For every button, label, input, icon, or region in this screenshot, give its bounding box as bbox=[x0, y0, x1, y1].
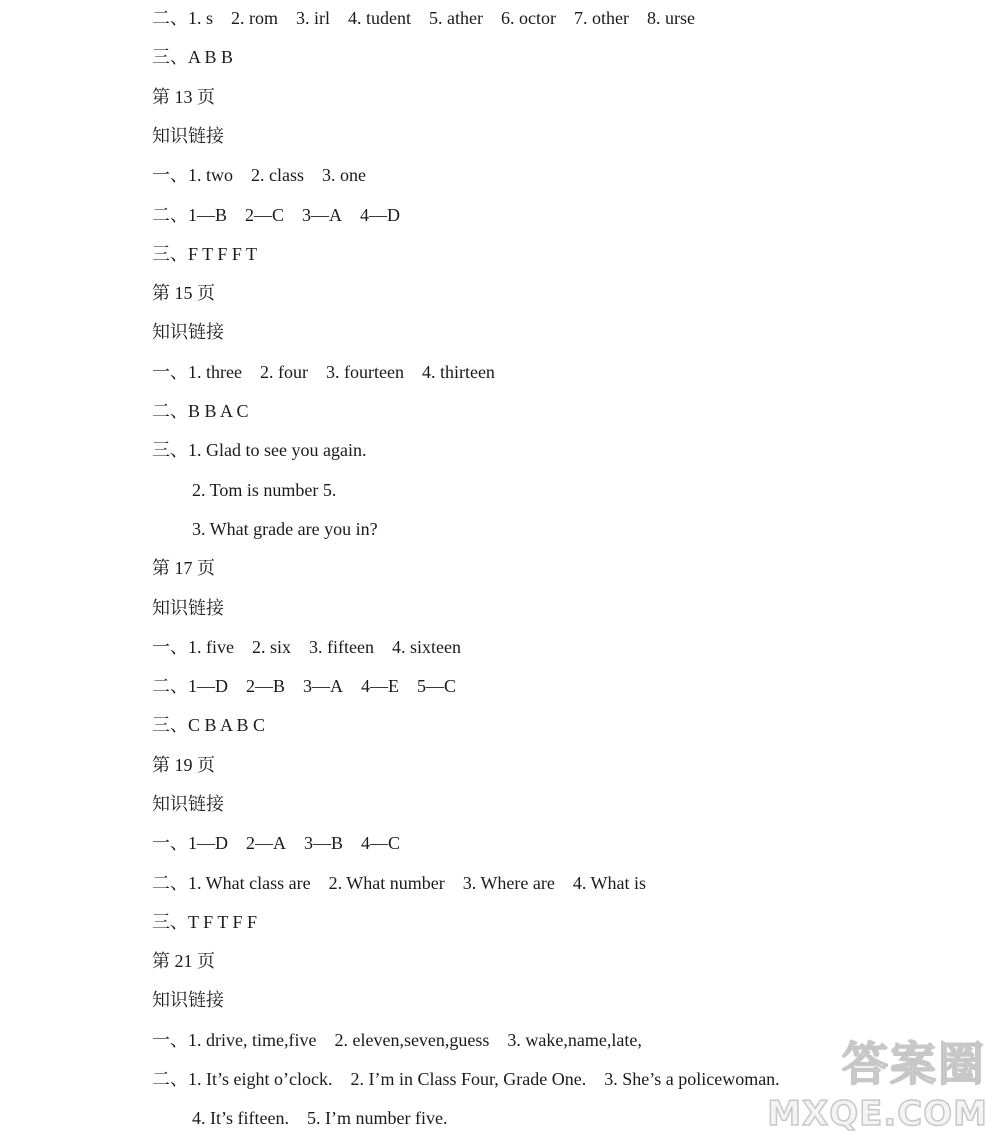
answer-item: 3—A bbox=[303, 676, 344, 696]
answer-item: 3—A bbox=[302, 205, 343, 225]
answer-line bbox=[152, 121, 224, 151]
answer-item: 1. What class are bbox=[188, 873, 311, 893]
answer-item: 第 15 页 bbox=[152, 283, 215, 303]
answer-item: 1—D bbox=[188, 676, 228, 696]
section-number-label: 一、 bbox=[152, 833, 188, 854]
answer-line bbox=[152, 593, 224, 623]
answer-item: 5. I’m number five. bbox=[306, 1108, 448, 1128]
answer-item: 第 21 页 bbox=[152, 951, 215, 971]
answer-item: 1. Glad to see you again. bbox=[188, 440, 367, 460]
answer-line bbox=[152, 239, 257, 269]
answer-line bbox=[152, 357, 495, 387]
answer-line bbox=[152, 710, 265, 740]
answer-line bbox=[152, 435, 366, 465]
answer-item: 2. What number bbox=[328, 873, 445, 893]
answer-line bbox=[152, 1025, 642, 1055]
answer-item: 2. rom bbox=[231, 8, 279, 28]
answer-item: 2. I’m in Class Four, Grade One. bbox=[350, 1069, 587, 1089]
section-number-label: 三、 bbox=[152, 440, 188, 461]
answer-line bbox=[152, 82, 215, 112]
section-number-label: 三、 bbox=[152, 912, 188, 933]
answer-item: 3—B bbox=[304, 833, 344, 853]
section-number-label: 一、 bbox=[152, 362, 188, 383]
answer-line bbox=[152, 671, 456, 701]
answer-item: 2. Tom is number 5. bbox=[192, 480, 337, 500]
answer-item: 2—C bbox=[245, 205, 285, 225]
section-number-label: 二、 bbox=[152, 205, 188, 226]
answer-item: C B A B C bbox=[188, 715, 266, 735]
answer-line bbox=[152, 632, 461, 662]
answer-item: 3. She’s a policewoman. bbox=[604, 1069, 780, 1089]
answer-item: 8. urse bbox=[646, 8, 695, 28]
answer-line bbox=[152, 946, 215, 976]
answer-line bbox=[152, 789, 224, 819]
answer-line bbox=[192, 514, 378, 544]
answer-item: 第 19 页 bbox=[152, 755, 215, 775]
answer-item: 1—B bbox=[188, 205, 228, 225]
answer-item: 知识链接 bbox=[152, 126, 224, 146]
answer-line bbox=[192, 1103, 447, 1133]
answer-item: 3. wake,name,late, bbox=[507, 1030, 642, 1050]
answer-item: 知识链接 bbox=[152, 598, 224, 618]
section-number-label: 二、 bbox=[152, 401, 188, 422]
answer-item: 1. two bbox=[188, 165, 233, 185]
section-number-label: 二、 bbox=[152, 1069, 188, 1090]
answer-item: 1. drive, time,five bbox=[188, 1030, 317, 1050]
answer-item: 4. tudent bbox=[348, 8, 412, 28]
answer-item: 第 13 页 bbox=[152, 87, 215, 107]
site-watermark bbox=[767, 1037, 994, 1134]
answer-item: T F T F F bbox=[188, 912, 258, 932]
answer-item: 第 17 页 bbox=[152, 558, 215, 578]
answer-item: 知识链接 bbox=[152, 794, 224, 814]
answer-item: 4. It’s fifteen. bbox=[192, 1108, 289, 1128]
answer-line bbox=[152, 160, 366, 190]
section-number-label: 一、 bbox=[152, 637, 188, 658]
answer-item: 1—D bbox=[188, 833, 228, 853]
answer-line bbox=[152, 553, 215, 583]
answer-item: 7. other bbox=[573, 8, 629, 28]
answer-item: 3. irl bbox=[296, 8, 331, 28]
answer-item: 知识链接 bbox=[152, 990, 224, 1010]
answer-line bbox=[152, 200, 400, 230]
answer-item: 4. thirteen bbox=[421, 362, 495, 382]
answer-line bbox=[152, 985, 224, 1015]
watermark-logo-text: 答案圈 bbox=[842, 1037, 986, 1091]
section-number-label: 二、 bbox=[152, 873, 188, 894]
answer-line bbox=[152, 42, 233, 72]
answer-item: 4—C bbox=[361, 833, 401, 853]
answer-item: 1. s bbox=[188, 8, 214, 28]
answer-item: 4. What is bbox=[572, 873, 647, 893]
answer-line bbox=[152, 868, 646, 898]
answer-item: 1. three bbox=[188, 362, 242, 382]
answer-item: 4—D bbox=[360, 205, 401, 225]
answer-line bbox=[152, 828, 400, 858]
answer-item: 4. sixteen bbox=[391, 637, 461, 657]
section-number-label: 二、 bbox=[152, 8, 188, 29]
answer-item: F T F F T bbox=[188, 244, 258, 264]
answer-line bbox=[152, 3, 695, 33]
answer-line bbox=[152, 396, 249, 426]
answer-item: 1. five bbox=[188, 637, 234, 657]
answer-item: 3. What grade are you in? bbox=[192, 519, 378, 539]
answer-item: 3. fifteen bbox=[309, 637, 374, 657]
answer-line bbox=[152, 907, 257, 937]
answer-item: 3. one bbox=[322, 165, 366, 185]
section-number-label: 一、 bbox=[152, 165, 188, 186]
answer-item: 2—A bbox=[246, 833, 286, 853]
answer-item: 2. eleven,seven,guess bbox=[334, 1030, 490, 1050]
answer-item: A B B bbox=[188, 47, 234, 67]
section-number-label: 三、 bbox=[152, 47, 188, 68]
answer-line bbox=[152, 317, 224, 347]
answer-item: 4—E bbox=[361, 676, 400, 696]
answer-item: 5. ather bbox=[429, 8, 483, 28]
answer-item: 1. It’s eight o’clock. bbox=[188, 1069, 333, 1089]
answer-item: 6. octor bbox=[501, 8, 556, 28]
answer-item: 2—B bbox=[246, 676, 286, 696]
answer-line bbox=[152, 1064, 780, 1094]
section-number-label: 二、 bbox=[152, 676, 188, 697]
answer-item: 2. six bbox=[251, 637, 291, 657]
answer-item: B B A C bbox=[188, 401, 249, 421]
watermark-domain-text: MXQE.COM bbox=[767, 1094, 988, 1134]
section-number-label: 三、 bbox=[152, 715, 188, 736]
section-number-label: 一、 bbox=[152, 1030, 188, 1051]
answer-item: 2. four bbox=[259, 362, 308, 382]
answer-line bbox=[152, 750, 215, 780]
answer-item: 知识链接 bbox=[152, 322, 224, 342]
answer-item: 3. Where are bbox=[462, 873, 555, 893]
answer-item: 5—C bbox=[417, 676, 457, 696]
answer-item: 3. fourteen bbox=[325, 362, 404, 382]
answer-line bbox=[192, 475, 336, 505]
section-number-label: 三、 bbox=[152, 244, 188, 265]
answer-line bbox=[152, 278, 215, 308]
answer-item: 2. class bbox=[251, 165, 304, 185]
